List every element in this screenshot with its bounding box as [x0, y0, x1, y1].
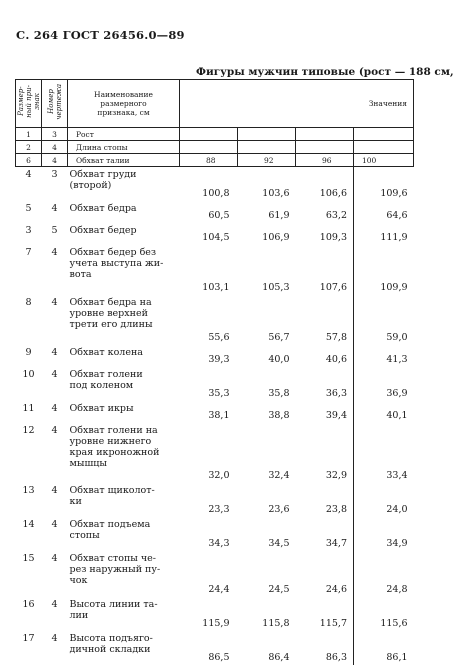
feature-number: 4 [25, 169, 32, 180]
table-row [16, 367, 414, 401]
measurement-value: 107,6 [319, 281, 347, 293]
measurement-value: 63,2 [325, 209, 347, 221]
subheader-row [16, 141, 414, 154]
waist-size-value [180, 128, 238, 141]
measurement-value: 109,3 [319, 231, 347, 243]
feature-number: 14 [22, 518, 35, 530]
table-row [16, 167, 414, 201]
subheader-feature-name: Рост [68, 128, 180, 141]
feature-name: Обхват бедер без учета выступа жи- вота [69, 246, 164, 280]
measurement-value: 35,3 [208, 387, 230, 399]
subheader-drawing-number: 4 [42, 141, 68, 154]
waist-size-value: 100 [354, 154, 414, 167]
measurement-value: 24,0 [354, 483, 414, 517]
measurement-value: 35,8 [268, 387, 290, 399]
measurement-value: 23,6 [268, 503, 290, 515]
drawing-number: 5 [51, 224, 58, 236]
measurement-value: 59,0 [354, 295, 414, 345]
subheader-feature-number: 6 [16, 154, 42, 167]
feature-number: 13 [22, 484, 35, 496]
measurement-value: 39,4 [325, 409, 347, 421]
measurement-value: 40,6 [325, 353, 347, 365]
feature-number: 11 [22, 402, 35, 414]
measurement-value: 104,5 [202, 231, 230, 243]
feature-number: 12 [22, 424, 35, 436]
waist-size-value [180, 141, 238, 154]
drawing-number: 4 [51, 402, 58, 414]
table-row [16, 201, 414, 223]
table-row [16, 295, 414, 345]
drawing-number: 4 [51, 346, 58, 358]
waist-size-value [238, 141, 296, 154]
drawing-number: 4 [51, 368, 58, 380]
measurement-value: 32,0 [208, 469, 230, 481]
table-header [16, 80, 414, 128]
feature-number: 8 [25, 296, 32, 308]
measurement-value: 40,1 [354, 401, 414, 423]
measurement-value: 36,3 [325, 387, 347, 399]
table-row [16, 401, 414, 423]
feature-number: 5 [25, 202, 32, 214]
header-feature-name: Наименование размерного признака, см [68, 80, 180, 128]
table-row [16, 345, 414, 367]
table-body [16, 167, 414, 665]
measurement-value: 32,4 [268, 469, 290, 481]
feature-name: Обхват щиколот- ки [69, 484, 155, 507]
measurement-value: 109,6 [354, 167, 414, 201]
subheader-drawing-number: 4 [42, 154, 68, 167]
measurement-value: 38,8 [268, 409, 290, 421]
header-drawing-number: Номер чертежа [42, 80, 68, 128]
measurement-value: 24,6 [325, 583, 347, 595]
measurement-value: 33,4 [354, 423, 414, 483]
feature-number: 10 [22, 368, 35, 380]
feature-number: 7 [25, 246, 32, 258]
table-row [16, 423, 414, 483]
measurement-value: 24,5 [268, 583, 290, 595]
measurement-value: 40,0 [268, 353, 290, 365]
drawing-number: 4 [51, 552, 58, 564]
measurement-value: 23,8 [325, 503, 347, 515]
feature-number: 16 [22, 598, 35, 610]
feature-name: Обхват голени на уровне нижнего края икроножной мышцы [69, 424, 160, 469]
feature-name: Обхват икры [69, 402, 134, 414]
feature-name: Обхват бедра на уровне верхней трети его длины [69, 296, 153, 330]
measurement-value: 34,5 [268, 537, 290, 549]
feature-name: Высота линии та- лии [69, 598, 158, 621]
measurement-value: 100,8 [202, 187, 230, 199]
drawing-number: 4 [51, 518, 58, 530]
waist-size-value [354, 128, 414, 141]
table-row [16, 223, 414, 245]
measurement-value: 115,6 [354, 597, 414, 631]
measurement-value: 34,7 [325, 537, 347, 549]
measurement-value: 36,9 [354, 367, 414, 401]
drawing-number: 4 [51, 632, 58, 644]
measurement-value: 106,9 [262, 231, 290, 243]
measurement-value: 55,6 [208, 331, 230, 343]
feature-name: Обхват груди (второй) [69, 169, 137, 191]
measurement-value: 24,8 [354, 551, 414, 597]
table-title: Фигуры мужчин типовые (рост — 188 см, [196, 66, 454, 78]
table-row [16, 551, 414, 597]
measurement-value: 38,1 [208, 409, 230, 421]
measurement-value: 34,3 [208, 537, 230, 549]
waist-size-value: 92 [238, 154, 296, 167]
measurement-value: 86,4 [268, 651, 290, 663]
measurement-value: 86,1 [354, 631, 414, 665]
table-row [16, 631, 414, 665]
measurement-value: 23,3 [208, 503, 230, 515]
feature-name: Обхват голени под коленом [69, 368, 143, 391]
subheader-row [16, 154, 414, 167]
measurement-value: 57,8 [325, 331, 347, 343]
measurement-value: 34,9 [354, 517, 414, 551]
waist-size-value [296, 128, 354, 141]
drawing-number: 4 [51, 202, 58, 214]
measurement-value: 115,9 [202, 617, 230, 629]
measurement-value: 24,4 [208, 583, 230, 595]
measurement-value: 106,6 [319, 187, 347, 199]
table-row [16, 245, 414, 295]
drawing-number: 3 [51, 169, 58, 180]
subheader-drawing-number: 3 [42, 128, 68, 141]
feature-number: 17 [22, 632, 35, 644]
table-row [16, 517, 414, 551]
measurement-value: 111,9 [354, 223, 414, 245]
drawing-number: 4 [51, 598, 58, 610]
measurement-value: 60,5 [208, 209, 230, 221]
feature-number: 9 [25, 346, 32, 358]
waist-size-value [238, 128, 296, 141]
table-row [16, 597, 414, 631]
waist-size-value [296, 141, 354, 154]
header-feature-number: Размер- ный при- знак [16, 80, 42, 128]
measurement-value: 103,1 [202, 281, 230, 293]
measurement-value: 61,9 [268, 209, 290, 221]
feature-name: Обхват подъема стопы [69, 518, 151, 541]
measurement-value: 32,9 [325, 469, 347, 481]
feature-name: Обхват бедер [69, 224, 137, 236]
waist-size-value: 88 [180, 154, 238, 167]
measurement-value: 115,7 [319, 617, 347, 629]
page-header: С. 264 ГОСТ 26456.0—89 [16, 28, 185, 42]
measurement-value: 41,3 [354, 345, 414, 367]
drawing-number: 4 [51, 246, 58, 258]
measurement-value: 86,3 [325, 651, 347, 663]
feature-name: Высота подъяго- дичной складки [69, 632, 153, 655]
subheader-row [16, 128, 414, 141]
feature-name: Обхват колена [69, 346, 143, 358]
measurement-value: 109,9 [354, 245, 414, 295]
subheader-feature-number: 2 [16, 141, 42, 154]
feature-number: 3 [25, 224, 32, 236]
table-subheader [16, 128, 414, 167]
measurement-value: 115,8 [262, 617, 290, 629]
subheader-feature-number: 1 [16, 128, 42, 141]
waist-size-value [354, 141, 414, 154]
subheader-feature-name: Обхват талии [68, 154, 180, 167]
measurement-value: 86,5 [208, 651, 230, 663]
table-row [16, 483, 414, 517]
feature-name: Обхват стопы че- рез наружный пу- чок [69, 552, 161, 586]
measurements-table [15, 79, 414, 665]
measurement-value: 39,3 [208, 353, 230, 365]
subheader-feature-name: Длина стопы [68, 141, 180, 154]
waist-size-value: 96 [296, 154, 354, 167]
drawing-number: 4 [51, 296, 58, 308]
drawing-number: 4 [51, 484, 58, 496]
measurement-value: 56,7 [268, 331, 290, 343]
feature-name: Обхват бедра [69, 202, 137, 214]
measurement-value: 105,3 [262, 281, 290, 293]
drawing-number: 4 [51, 424, 58, 436]
measurement-value: 64,6 [354, 201, 414, 223]
measurement-value: 103,6 [262, 187, 290, 199]
feature-number: 15 [22, 552, 35, 564]
header-values: Значения [180, 80, 414, 128]
